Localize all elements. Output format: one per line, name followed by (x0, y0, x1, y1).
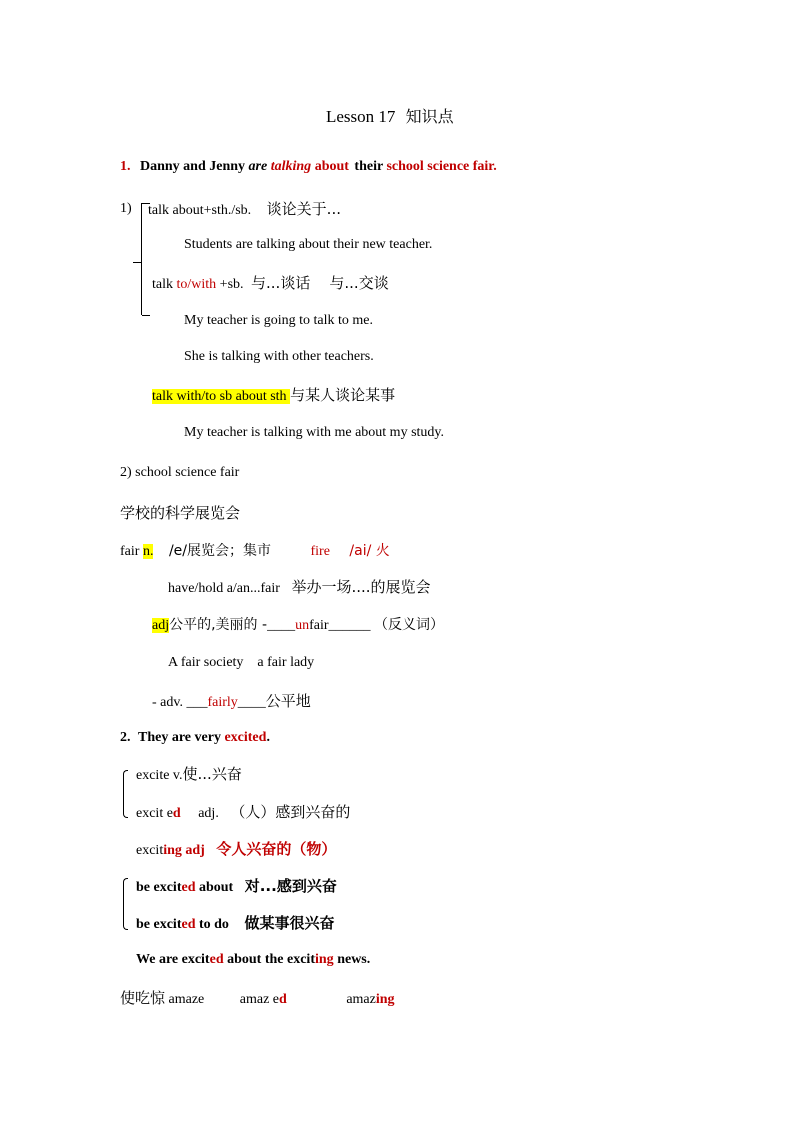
blank-1: ____ (267, 618, 296, 633)
blank-3: ___ (186, 695, 208, 710)
talk-to-line (152, 274, 389, 294)
be-excited-about-meaning: 对...感到兴奋 (244, 877, 337, 895)
exciting-stem: excit (136, 843, 164, 858)
adv-tag: - adv. (152, 695, 183, 710)
talk-about-meaning: 谈论关于... (266, 200, 341, 218)
sentence-2 (120, 729, 270, 747)
sentence-1-school-science-fair: school science fair. (386, 159, 497, 174)
be-excited-about-prep: about (198, 880, 234, 895)
talk-to-prep: to/with (176, 277, 217, 292)
amazing-suffix: ing (375, 992, 395, 1007)
excited-example-c: about the excit (227, 952, 315, 967)
excited-example-d: ing (315, 952, 334, 967)
be-excited-to-do-line (136, 914, 334, 934)
be-excited-about-line (136, 877, 337, 897)
hold-fair-phrase: have/hold a/an...fair (168, 581, 280, 596)
title-zh: 知识点 (405, 107, 454, 126)
brace-bottom-line (142, 315, 150, 316)
hold-fair-line (168, 578, 431, 598)
fair-examples: A fair society a fair lady (168, 655, 315, 670)
blank-2: ______ (328, 618, 371, 633)
exciting-suffix: ing adj (163, 843, 205, 858)
sentence-1-number: 1. (120, 159, 131, 174)
sentence-1-about: about (314, 159, 349, 174)
be-excited-brace (123, 878, 128, 930)
un-prefix: un (295, 618, 310, 633)
talk-with-about-line (152, 386, 395, 406)
excite-verb: excite v. (136, 768, 183, 783)
brace-middle-tick (133, 262, 141, 263)
be-excited-about-suffix: ed (181, 880, 196, 895)
sentence-1-are: are (248, 159, 268, 174)
talk-with-about-phrase (152, 389, 290, 404)
excited-adj-line (136, 803, 350, 823)
sentence-2-excited: excited (224, 730, 267, 745)
excited-example (136, 951, 370, 969)
fair-word: fair (120, 544, 140, 559)
fair-word-2: fair (309, 618, 329, 633)
point-2-label: 2) school science fair (120, 465, 240, 480)
be-excited-to-do-phrase: to do (198, 917, 229, 932)
sentence-2-text: They are very (138, 730, 221, 745)
amaze-meaning: 使吃惊 (120, 989, 166, 1007)
sentence-1 (120, 158, 497, 176)
amazed-stem: amaz e (239, 992, 280, 1007)
title-en: Lesson 17 (326, 107, 396, 126)
excite-brace (123, 770, 128, 818)
excited-meaning: （人）感到兴奋的 (230, 803, 351, 821)
amaze-verb: amaze (168, 992, 205, 1007)
be-excited-to-do-meaning: 做某事很兴奋 (244, 914, 335, 932)
excited-suffix: d (172, 806, 181, 821)
hold-fair-meaning: 举办一场....的展览会 (291, 578, 431, 596)
exciting-meaning: 令人兴奋的（物） (216, 840, 337, 858)
talk-with-about-text: talk with/to sb about sth (152, 389, 287, 404)
antonym-note: （反义词） (374, 617, 444, 633)
excited-adj-tag: adj. (198, 806, 219, 821)
talk-about-line (148, 200, 341, 220)
blank-4: ____ (237, 695, 266, 710)
page-title (326, 108, 454, 126)
amazing-stem: amaz (346, 992, 376, 1007)
fairly-meaning: 公平地 (265, 692, 311, 710)
sentence-1-their: their (354, 159, 383, 174)
sentence-2-period: . (266, 730, 270, 745)
be-excited-about-stem: be excit (136, 880, 182, 895)
fair-adj-tag: adj (152, 618, 170, 633)
exciting-adj-line (136, 840, 336, 860)
brace-left (141, 203, 143, 315)
be-excited-to-do-stem: be excit (136, 917, 182, 932)
sentence-2-number: 2. (120, 730, 131, 745)
fair-definition: /e/展览会；集市 (168, 543, 271, 559)
talk-to-obj: +sb. (219, 277, 244, 292)
point-2-meaning: 学校的科学展览会 (120, 504, 241, 522)
example-1: Students are talking about their new teacher. (184, 237, 433, 252)
excite-verb-meaning: 使...兴奋 (182, 765, 242, 783)
fair-adj-definition: 公平的,美丽的 - (169, 617, 268, 633)
talk-to-meaning: 与...谈话 与...交谈 (251, 274, 389, 292)
amazed-suffix: d (279, 992, 287, 1007)
excited-example-a: We are excit (136, 952, 210, 967)
talk-about-phrase: talk about+sth./sb. (148, 203, 252, 218)
fair-noun-line (120, 542, 390, 561)
example-3: She is talking with other teachers. (184, 349, 374, 364)
example-2: My teacher is going to talk to me. (184, 313, 373, 328)
point-1-label: 1) (120, 201, 132, 216)
excited-stem: excit e (136, 806, 173, 821)
excited-example-e: news. (337, 952, 371, 967)
talk-with-about-meaning: 与某人谈论某事 (290, 386, 396, 404)
fire-definition: /ai/ 火 (349, 543, 390, 559)
talk-to-word: talk (152, 277, 173, 292)
example-4: My teacher is talking with me about my study. (184, 425, 444, 440)
amaze-line (120, 989, 395, 1009)
excite-verb-line (136, 765, 242, 785)
sentence-1-talking: talking (270, 159, 312, 174)
fair-noun-tag: n. (142, 544, 154, 559)
fairly-word: fairly (207, 695, 238, 710)
excited-example-b: ed (209, 952, 224, 967)
sentence-1-subject: Danny and Jenny (140, 159, 246, 174)
fairly-line (152, 692, 311, 712)
fair-adj-line (152, 616, 444, 635)
be-excited-to-do-suffix: ed (181, 917, 196, 932)
fire-word: fire (310, 544, 330, 559)
